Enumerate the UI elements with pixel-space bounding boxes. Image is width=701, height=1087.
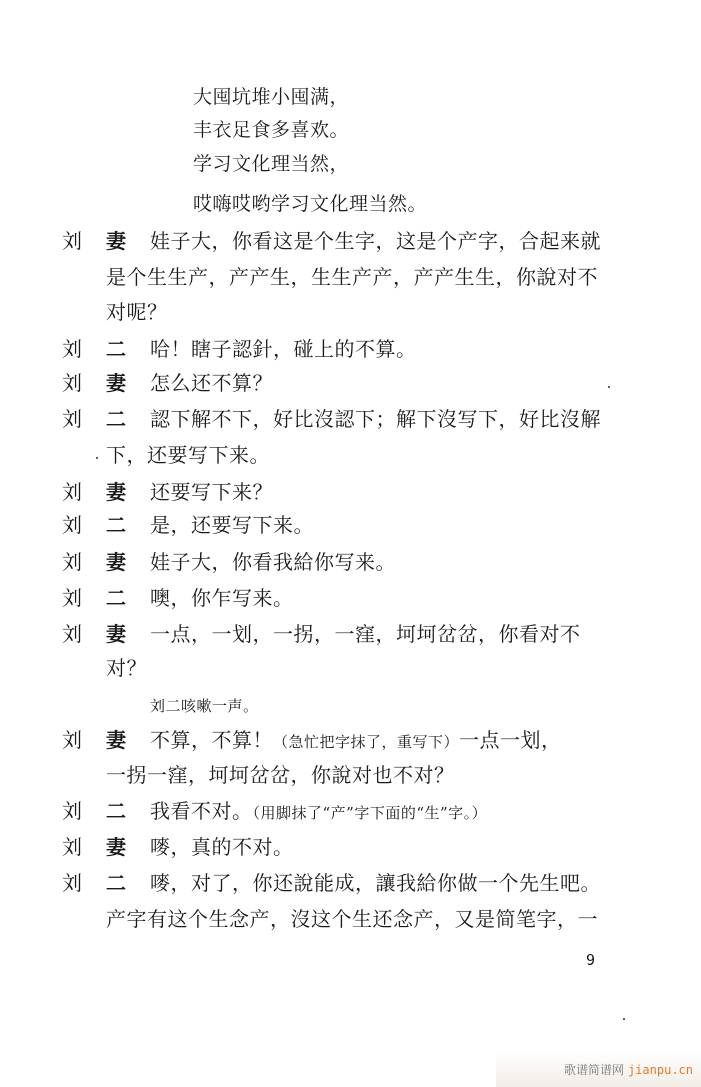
speech-text: 不算，不算！	[150, 728, 273, 752]
speech-line: 嘜，真的不对。	[150, 835, 294, 859]
speaker-surname: 刘	[62, 871, 82, 895]
speaker-surname: 刘	[62, 835, 82, 859]
speaker-surname: 刘	[62, 407, 82, 431]
speaker-surname: 刘	[62, 728, 82, 752]
speaker-name: 妻	[106, 229, 126, 253]
speech-line: 一点，一划，一拐，一窪，坷坷岔岔，你看对不	[150, 622, 581, 646]
poem-line-2: 丰衣足食多喜欢。	[193, 119, 350, 141]
speech-line: 哈！瞎子認針，碰上的不算。	[150, 337, 417, 361]
speech-line	[150, 728, 562, 754]
poem-line-3: 学习文化理当然，	[193, 153, 350, 175]
speaker-surname: 刘	[62, 622, 82, 646]
scan-speck	[608, 386, 610, 388]
speaker-name: 二	[106, 337, 126, 361]
stage-direction: 刘二咳嗽一声。	[150, 697, 259, 715]
speech-line: 噢，你乍写来。	[150, 586, 294, 610]
speech-text: 一点一划，	[459, 728, 562, 752]
speech-continuation: 是个生生产，产产生，生生产产，产产生生，你說对不	[106, 265, 598, 289]
stage-aside: （用脚抹了“产”字下面的“生”字。）	[252, 804, 488, 822]
stage-aside: （急忙把字抹了，重写下）	[273, 733, 460, 751]
page-number: 9	[586, 951, 596, 969]
speech-line: 还要写下来？	[150, 480, 273, 504]
speech-continuation: 对呢？	[106, 300, 168, 324]
speaker-surname: 刘	[62, 513, 82, 537]
speech-continuation: 对？	[106, 656, 147, 680]
speaker-name: 二	[106, 871, 126, 895]
speech-line: 娃子大，你看这是个生字，这是个产字，合起来就	[150, 229, 601, 253]
speaker-surname: 刘	[62, 550, 82, 574]
speech-continuation: 下，还要写下来。	[106, 443, 270, 467]
scan-speck	[623, 1018, 625, 1020]
speaker-name: 二	[106, 586, 126, 610]
speech-continuation: 一拐一窪，坷坷岔岔，你說对也不对？	[106, 763, 455, 787]
speaker-name: 二	[106, 407, 126, 431]
poem-line-1: 大囤坑堆小囤满，	[193, 86, 350, 108]
speech-line: 是，还要写下来。	[150, 513, 314, 537]
speaker-surname: 刘	[62, 799, 82, 823]
speaker-surname: 刘	[62, 337, 82, 361]
speaker-name: 二	[106, 513, 126, 537]
speech-line: 認下解不下，好比沒認下；解下沒写下，好比沒解	[150, 407, 601, 431]
poem-line-4: 哎嗨哎哟学习文化理当然。	[193, 193, 428, 215]
watermark	[496, 1052, 701, 1087]
speaker-name: 妻	[106, 728, 126, 752]
speech-continuation: 产字有这个生念产，沒这个生还念产，又是简笔字，一	[106, 907, 598, 931]
speech-line: 娃子大，你看我給你写来。	[150, 550, 396, 574]
speaker-surname: 刘	[62, 480, 82, 504]
speech-line: 怎么还不算？	[150, 371, 273, 395]
speaker-name: 妻	[106, 550, 126, 574]
watermark-en: jianpu.cn	[627, 1062, 693, 1077]
speech-line	[150, 799, 487, 825]
watermark-cn: 歌谱简谱网	[563, 1063, 624, 1077]
speaker-name: 妻	[106, 371, 126, 395]
speaker-surname: 刘	[62, 371, 82, 395]
scan-speck	[96, 457, 98, 459]
speaker-surname: 刘	[62, 229, 82, 253]
speech-line: 嘜，对了，你还說能成，讓我給你做一个先生吧。	[150, 871, 601, 895]
speaker-name: 妻	[106, 835, 126, 859]
speaker-surname: 刘	[62, 586, 82, 610]
speech-text: 我看不对。	[150, 799, 253, 823]
speaker-name: 二	[106, 799, 126, 823]
speaker-name: 妻	[106, 480, 126, 504]
speaker-name: 妻	[106, 622, 126, 646]
